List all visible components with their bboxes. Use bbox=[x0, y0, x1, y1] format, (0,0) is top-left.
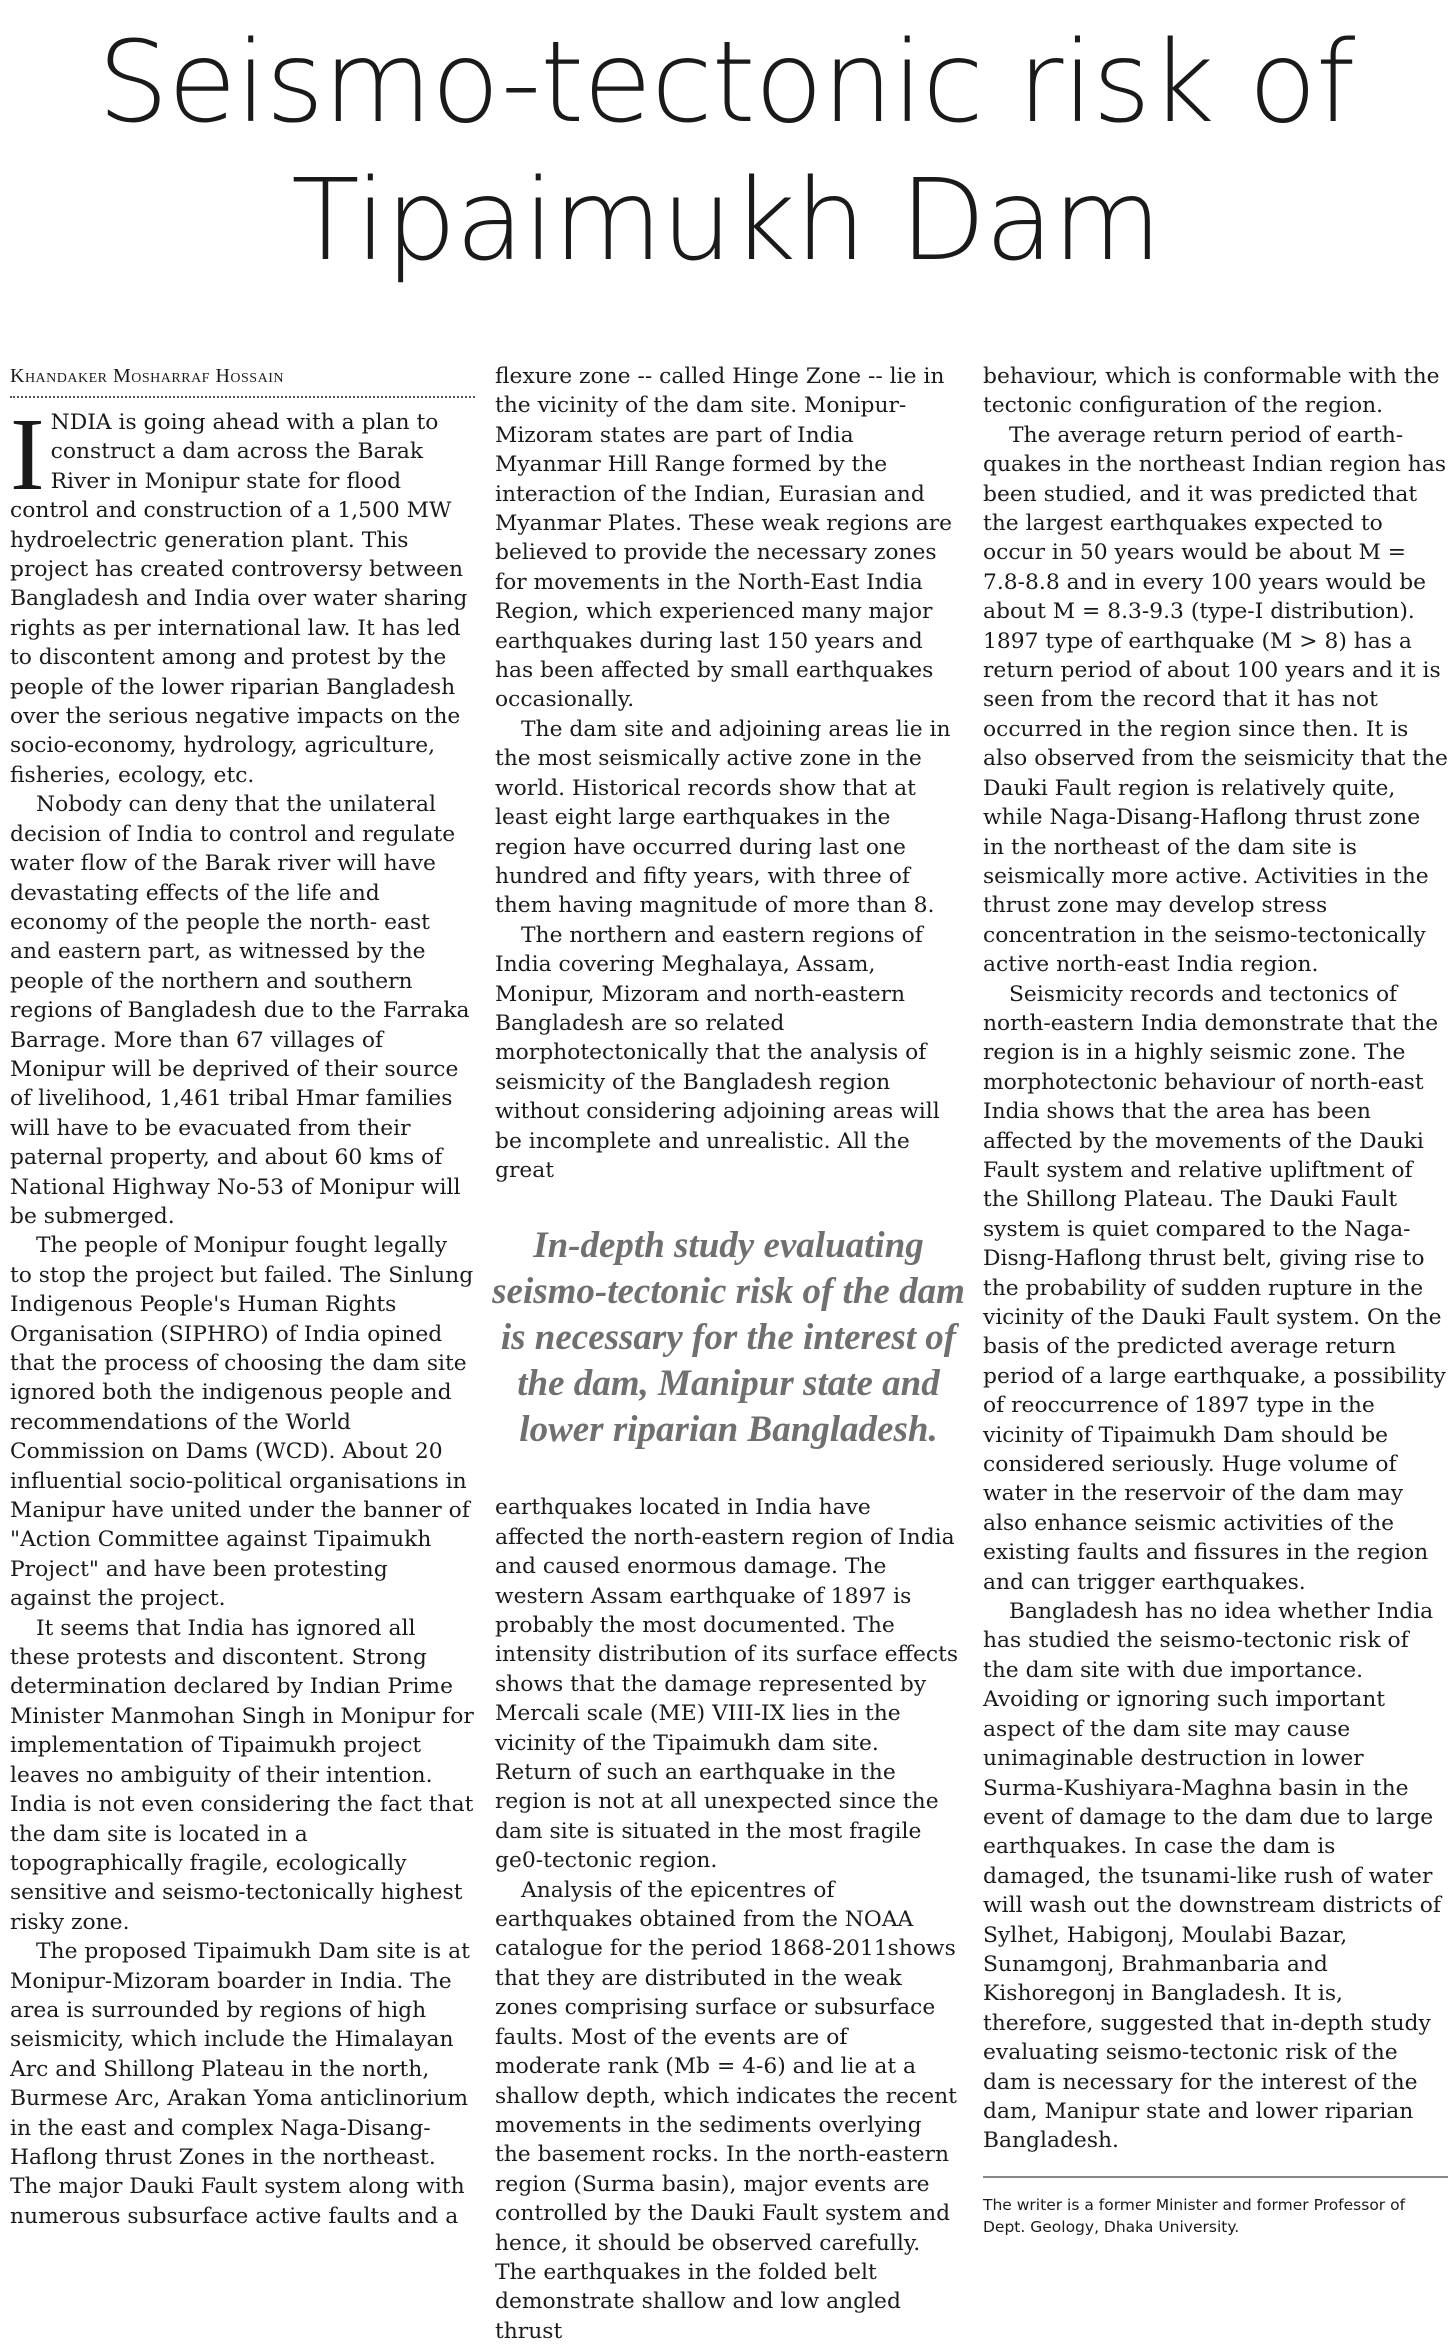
drop-cap: I bbox=[10, 397, 45, 512]
author-footnote: The writer is a former Minister and former Professor of Dept. Geology, Dhaka University. bbox=[983, 2176, 1448, 2238]
body-paragraph: The average return period of earth-quakes in the northeast Indian region has been studied, and it was predicted that the largest earthquakes expected to occur in 50 years would be about M = 7.8-8.8 and in every 100 years would be about M = 8.3-9.3 (type-I distribution). 1897 type of earthquake (M > 8) has a return period of about 100 years and it is seen from the record that it has not occurred in the region since then. It is also observed from the seismicity that the Dauki Fault region is relatively quite, while Naga-Disang-Haflong thrust zone in the northeast of the dam site is seismically more active. Activities in the thrust zone may develop stress concentration in the seismo-tectonically active north-east India region. bbox=[983, 422, 1448, 978]
pull-quote: In-depth study evaluating seismo-tectonic risk of the dam is necessary for the interest of the dam, Manipur state and lower riparian Bangladesh. bbox=[492, 1225, 965, 1451]
lead-paragraph bbox=[10, 397, 475, 790]
article-column-1 bbox=[10, 362, 475, 2231]
body-paragraph: It seems that India has ignored all these protests and discontent. Strong determination declared by Indian Prime Minister Manmohan Singh in Monipur for implementation of Tipaimukh project leaves no ambiguity of their intention. India is not even considering the fact that the dam site is located in a topographically fragile, ecologically sensitive and seismo-tectonically highest risky zone. bbox=[10, 1615, 474, 1935]
article-column-2 bbox=[492, 362, 965, 2346]
body-paragraph: The people of Monipur fought legally to stop the project but failed. The Sinlung Indigenous People's Human Rights Organisation (SIPHRO) of India opined that the process of choosing the dam site ignored both the indigenous people and recommendations of the World Commission on Dams (WCD). About 20 influential socio-political organisations in Manipur have united under the banner of "Action Committee against Tipaimukh Project" and have been protesting against the project. bbox=[10, 1233, 474, 1612]
headline-line-1: Seismo-tectonic risk of bbox=[97, 18, 1355, 148]
body-paragraph: Nobody can deny that the unilateral decision of India to control and regulate water flow of the Barak river will have devastating effects of the life and economy of the people the north- east and eastern part, as witnessed by the people of the northern and southern regions of Bangladesh due to the Farraka Barrage. More than 67 villages of Monipur will be deprived of their source of livelihood, 1,461 tribal Hmar families will have to be evacuated from their paternal property, and about 60 kms of National Highway No-53 of Monipur will be submerged. bbox=[10, 792, 470, 1229]
body-paragraph: The dam site and adjoining areas lie in the most seismically active zone in the world. Historical records show that at least eight large earthquakes in the region have occurred during last one hundred and fifty years, with three of them having magnitude of more than 8. bbox=[495, 716, 951, 919]
headline-line-2: Tipaimukh Dam bbox=[291, 156, 1161, 286]
body-paragraph: behaviour, which is conformable with the tectonic configuration of the region. bbox=[983, 364, 1440, 419]
body-paragraph: The northern and eastern regions of India covering Meghalaya, Assam, Monipur, Mizoram and north-eastern Bangladesh are so related morphotectonically that the analysis of seismicity of the Bangladesh region without considering adjoining areas will be incomplete and unrealistic. All the great bbox=[495, 922, 940, 1183]
article-column-3 bbox=[983, 362, 1448, 2238]
lead-paragraph-text: NDIA is going ahead with a plan to construct a dam across the Barak River in Monipur state for flood control and construction of a 1,500 MW hydroelectric generation plant. This project has created controversy between Bangladesh and India over water sharing rights as per international law. It has led to discontent among and protest by the people of the lower riparian Bangladesh over the serious negative impacts on the socio-economy, hydrology, agriculture, fisheries, ecology, etc. bbox=[10, 410, 468, 788]
body-paragraph: Seismicity records and tectonics of north-eastern India demonstrate that the region is in a highly seismic zone. The morphotectonic behaviour of north-east India shows that the area has been affected by the movements of the Dauki Fault system and relative upliftment of the Shillong Plateau. The Dauki Fault system is quiet compared to the Naga-Disng-Haflong thrust belt, giving rise to the probability of sudden rupture in the vicinity of the Dauki Fault system. On the basis of the predicted average return period of a large earthquake, a possibility of reoccurrence of 1897 type in the vicinity of Tipaimukh Dam should be considered seriously. Huge volume of water in the reservoir of the dam may also enhance seismic activities of the existing faults and fissures in the region and can trigger earthquakes. bbox=[983, 981, 1446, 1595]
article-headline bbox=[0, 14, 1452, 290]
byline: Khandaker Mosharraf Hossain bbox=[10, 362, 475, 398]
body-paragraph: Bangladesh has no idea whether India has studied the seismo-tectonic risk of the dam site with due importance. Avoiding or ignoring such important aspect of the dam site may cause unimaginable destruction in lower Surma-Kushiyara-Maghna basin in the event of damage to the dam due to large earthquakes. In case the dam is damaged, the tsunami-like rush of water will wash out the downstream districts of Sylhet, Habigonj, Moulabi Bazar, Sunamgonj, Brahmanbaria and Kishoregonj in Bangladesh. It is, therefore, suggested that in-depth study evaluating seismo-tectonic risk of the dam is necessary for the interest of the dam, Manipur state and lower riparian Bangladesh. bbox=[983, 1599, 1441, 2154]
body-paragraph: The proposed Tipaimukh Dam site is at Monipur-Mizoram boarder in India. The area is surrounded by regions of high seismicity, which include the Himalayan Arc and Shillong Plateau in the north, Burmese Arc, Arakan Yoma anticlinorium in the east and complex Naga-Disang-Haflong thrust Zones in the northeast. The major Dauki Fault system along with numerous subsurface active faults and a bbox=[10, 1939, 470, 2229]
body-paragraph: earthquakes located in India have affected the north-eastern region of India and caused enormous damage. The western Assam earthquake of 1897 is probably the most documented. The intensity distribution of its surface effects shows that the damage represented by Mercali scale (ME) VIII-IX lies in the vicinity of the Tipaimukh dam site. Return of such an earthquake in the region is not at all unexpected since the dam site is situated in the most fragile ge0-tectonic region. bbox=[495, 1495, 959, 1874]
body-paragraph: Analysis of the epicentres of earthquakes obtained from the NOAA catalogue for the period 1868-2011shows that they are distributed in the weak zones comprising surface or subsurface faults. Most of the events are of moderate rank (Mb = 4-6) and lie at a shallow depth, which indicates the recent movements in the sediments overlying the basement rocks. In the north-eastern region (Surma basin), major events are controlled by the Dauki Fault system and hence, it should be observed carefully. The earthquakes in the folded belt demonstrate shallow and low angled thrust bbox=[495, 1877, 957, 2344]
body-paragraph: flexure zone -- called Hinge Zone -- lie in the vicinity of the dam site. Monipur-Mizoram states are part of India Myanmar Hill Range formed by the interaction of the Indian, Eurasian and Myanmar Plates. These weak regions are believed to provide the necessary zones for movements in the North-East India Region, which experienced many major earthquakes during last 150 years and has been affected by small earthquakes occasionally. bbox=[495, 364, 953, 713]
